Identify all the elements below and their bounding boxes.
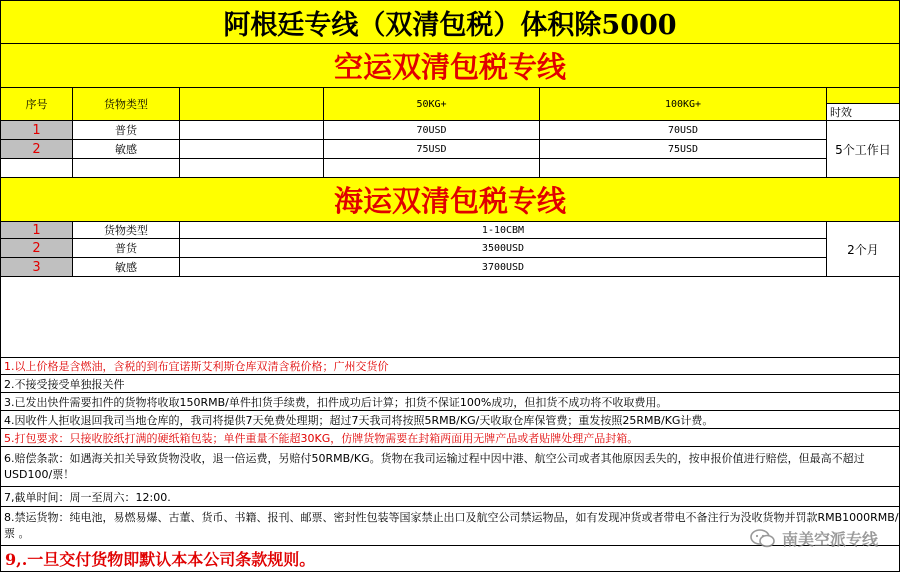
air-empty-100 <box>539 158 827 178</box>
air-empty-50 <box>323 158 540 178</box>
note-4: 4.因收件人拒收退回我司当地仓库的，我司将提供7天免费处理期；超过7天我司将按照5RMB/KG/天收取仓库保管费；重发按照25RMB/KG计费。 <box>0 410 900 429</box>
note-2: 2.不接受接受单独报关件 <box>0 374 900 393</box>
air-empty-blank <box>179 158 324 178</box>
sea-row-2-value: 3500USD <box>179 238 827 258</box>
sea-row-2-type: 普货 <box>72 238 180 258</box>
air-row-2-seq: 2 <box>0 139 73 159</box>
note-1: 1.以上价格是含燃油，含税的到布宜诺斯艾利斯仓库双清含税价格；广州交货价 <box>0 357 900 375</box>
header-goods-type: 货物类型 <box>72 87 180 121</box>
header-timing: 时效 <box>826 103 900 121</box>
air-row-1-blank <box>179 120 324 140</box>
air-row-2-type: 敏感 <box>72 139 180 159</box>
note-9: 9,.一旦交付货物即默认本本公司条款规则。 <box>0 545 900 572</box>
watermark <box>750 527 878 550</box>
sea-timing: 2个月 <box>826 221 900 277</box>
sea-row-3-value: 3700USD <box>179 257 827 277</box>
header-50kg: 50KG+ <box>323 87 540 121</box>
sea-row-2-seq: 2 <box>0 238 73 258</box>
note-8: 8.禁运货物：纯电池，易燃易爆、古董、货币、书籍、报刊、邮票、密封性包装等国家禁止出口及航空公司禁运物品，如有发现冲货或者带电不备注行为没收货物并罚款RMB1000RMB/票 。 <box>0 506 900 546</box>
air-row-2-blank <box>179 139 324 159</box>
air-row-1-seq: 1 <box>0 120 73 140</box>
sea-section-title: 海运双清包税专线 <box>0 177 900 222</box>
air-empty-seq <box>0 158 73 178</box>
header-100kg: 100KG+ <box>539 87 827 121</box>
air-row-1-type: 普货 <box>72 120 180 140</box>
sea-row-1-value: 1-10CBM <box>179 221 827 239</box>
air-row-2-price-100: 75USD <box>539 139 827 159</box>
sea-row-3-seq: 3 <box>0 257 73 277</box>
empty-area <box>0 276 900 358</box>
sea-row-3-type: 敏感 <box>72 257 180 277</box>
wechat-icon <box>750 529 776 549</box>
sea-row-1-type: 货物类型 <box>72 221 180 239</box>
header-seq: 序号 <box>0 87 73 121</box>
note-7: 7,截单时间：周一至周六：12:00. <box>0 486 900 507</box>
note-3: 3.已发出快件需要扣件的货物将收取150RMB/单件扣货手续费，扣件成功后计算；扣货不保证100%成功，但扣货不成功将不收取费用。 <box>0 392 900 411</box>
page-title: 阿根廷专线（双清包税）体积除5000 <box>0 0 900 44</box>
header-timing-blank <box>826 87 900 104</box>
air-empty-type <box>72 158 180 178</box>
note-6: 6.赔偿条款：如遇海关扣关导致货物没收，退一倍运费，另赔付50RMB/KG。货物在我司运输过程中因中港、航空公司或者其他原因丢失的，按申报价值进行赔偿，但最高不超过USD100/票！ <box>0 446 900 487</box>
air-row-2-price-50: 75USD <box>323 139 540 159</box>
note-5: 5.打包要求：只接收胶纸打满的硬纸箱包装；单件重量不能超30KG，仿牌货物需要在封箱两面用无牌产品或者贴牌处理产品封箱。 <box>0 428 900 447</box>
air-row-1-price-50: 70USD <box>323 120 540 140</box>
air-row-1-price-100: 70USD <box>539 120 827 140</box>
header-blank <box>179 87 324 121</box>
air-timing: 5个工作日 <box>826 120 900 178</box>
watermark-text: 南美空派专线 <box>781 530 878 549</box>
air-section-title: 空运双清包税专线 <box>0 43 900 88</box>
sea-row-1-seq: 1 <box>0 221 73 239</box>
